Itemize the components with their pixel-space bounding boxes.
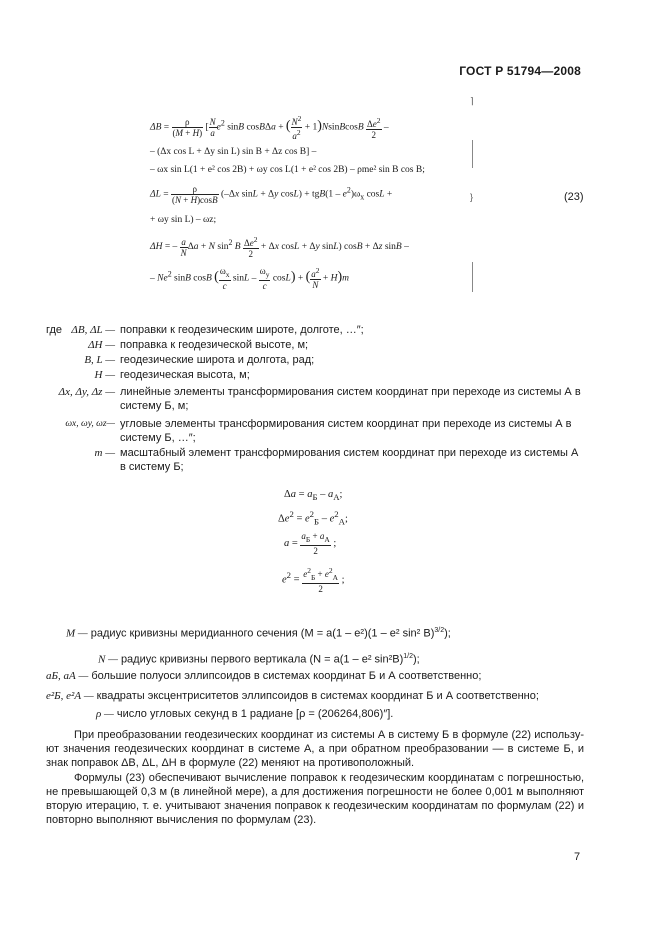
paragraph-1: При преобразовании геодезических координат из системы А в систему Б в формуле (22) использу-ют значения геодезических координат в системе А, а при обратном преобразовании — в системе Б, и знак поправок ΔB, ΔL, ΔH в формуле (22) меняют на противоположный.	[46, 729, 584, 769]
legend-intro: где	[46, 324, 63, 336]
semi-axes-text: большие полуоси эллипсоидов в системах координат Б и А соответственно;	[91, 670, 482, 682]
equation-dB-line3: – ωx sin L(1 + e² cos 2B) + ωy cos L(1 + e² cos 2B) – ρme² sin B cos B;	[150, 165, 425, 175]
legend-text-H: геодезическая высота, м;	[120, 369, 250, 381]
legend-text-dH: поправка к геодезической высоте, м;	[120, 339, 309, 351]
legend-text-scale: масштабный элемент трансформирования систем координат при переходе из системы А	[120, 447, 579, 459]
rho-symbol: ρ —	[96, 708, 114, 720]
definition-e2: $e^2$ = $\frac{e^2_Б + e^2_А}{2}$ ;	[282, 566, 345, 594]
equation-dB-line1: ΔB = $\frac{\rho}{(M + H)}$ [ $\frac{N}{a}$ $e^2$ sinB cosBΔa + ( $\frac{N^2}{a^2}$ + 1)NsinBcosB $\frac{\Delta e^2}{2}$ –	[150, 114, 389, 141]
brace-line-1	[472, 140, 473, 168]
equation-dH-line2: – Ne$^2$ sinB cosB ( $\frac{\omega_x}{c}$ sinL – $\frac{\omega_y}{c}$ cosL) + ( $\frac{a^2}{N}$ + H)m	[150, 266, 350, 291]
page-number: 7	[574, 851, 581, 863]
legend-symbol-omega: ωx, ωy, ωz—	[65, 419, 115, 429]
rho-row	[96, 708, 393, 721]
definition-delta-a: $\Delta a = a_Б - a_А$;	[284, 489, 343, 503]
legend-text-linear: линейные элементы трансформирования систем координат при переходе из системы А в	[120, 386, 581, 398]
radius-M-text: радиус кривизны меридианного сечения (M = a(1 – e²)(1 – e² sin² B)	[90, 627, 435, 640]
equation-dL-line2: + ωy sin L) – ωz;	[150, 215, 217, 225]
radius-M-exponent: 3/2	[434, 627, 445, 634]
brace-mark-mid: }	[470, 192, 474, 202]
radius-N-row	[98, 650, 420, 667]
legend-symbol-H: H —	[94, 369, 115, 381]
radius-M-symbol: M —	[66, 627, 88, 640]
paragraph-2: Формулы (23) обеспечивают вычисление поправок к геодезическим координатам с погрешностью, не превышающей 0,3 м (в линейной мере), а для достижения погрешности не более 0,001 м выполняют вторую итерацию, т. е. учитывают значения поправок к геодезическим координатам по формулам (22) и повторно выполняют вычисления по формулам (23).	[46, 772, 584, 826]
legend-symbol-B-L: B, L —	[84, 354, 115, 366]
eccentricity-symbol: e²Б, e²А —	[46, 690, 94, 702]
equation-dB-line2: – (Δx cos L + Δy sin L) sin B + Δz cos B] –	[150, 147, 317, 157]
legend-text-angular: угловые элементы трансформирования систем координат при переходе из системы А в	[120, 418, 572, 430]
brace-mark-top: ⌉	[470, 96, 474, 106]
radius-M-tail: );	[444, 627, 451, 640]
semi-axes-row	[46, 670, 481, 683]
legend-text-angular-cont: систему Б, …″;	[120, 432, 196, 444]
radius-N-tail: );	[413, 653, 420, 666]
equation-dL-line1: ΔL = $\frac{\rho}{(N + H)\cos B}$ (–Δx sinL + Δy $\cos L) + tgB(1 - e^2)\omega_x$ cosL +	[150, 184, 393, 205]
semi-axes-symbol: aБ, aА —	[46, 670, 89, 682]
legend-text-scale-cont: в систему Б;	[120, 461, 184, 473]
document-header: ГОСТ Р 51794—2008	[459, 64, 581, 78]
equation-dH-line1: ΔH = – $\frac{a}{N}$ Δa + N $\sin^2 B$ $\frac{\Delta e^2}{2}$ + Δx cosL + Δy sinL) cosB + Δz sinB –	[150, 235, 409, 259]
legend-symbol-m: m —	[94, 447, 115, 459]
radius-N-exponent: 1/2	[403, 653, 414, 660]
equation-number: (23)	[564, 191, 584, 203]
legend-symbol-dB-dL: ΔB, ΔL —	[71, 324, 115, 336]
legend-text-linear-cont: систему Б, м;	[120, 400, 189, 412]
brace-line-2	[472, 262, 473, 292]
legend-symbol-dH: ΔH —	[88, 339, 115, 351]
radius-M-row	[66, 624, 451, 641]
legend-text-B-L: геодезические широта и долгота, рад;	[120, 354, 315, 366]
eccentricity-text: квадраты эксцентриситетов эллипсоидов в системах координат Б и А соответственно;	[96, 690, 539, 702]
definition-delta-e2: $\Delta e^2 = e^2_Б - e^2_А$;	[278, 509, 348, 527]
definition-a: a = $\frac{a_Б + a_А}{2}$ ;	[284, 531, 337, 556]
legend-symbol-dx-dy-dz: Δx, Δy, Δz —	[58, 386, 115, 398]
rho-text: число угловых секунд в 1 радиане [ρ = (206264,806)″].	[116, 708, 394, 720]
eccentricity-row	[46, 690, 539, 703]
legend-text-dB-dL: поправки к геодезическим широте, долготе, …″;	[120, 324, 364, 336]
radius-N-text: радиус кривизны первого вертикала (N = a(1 – e² sin²B)	[120, 653, 404, 666]
radius-N-symbol: N —	[98, 653, 118, 666]
